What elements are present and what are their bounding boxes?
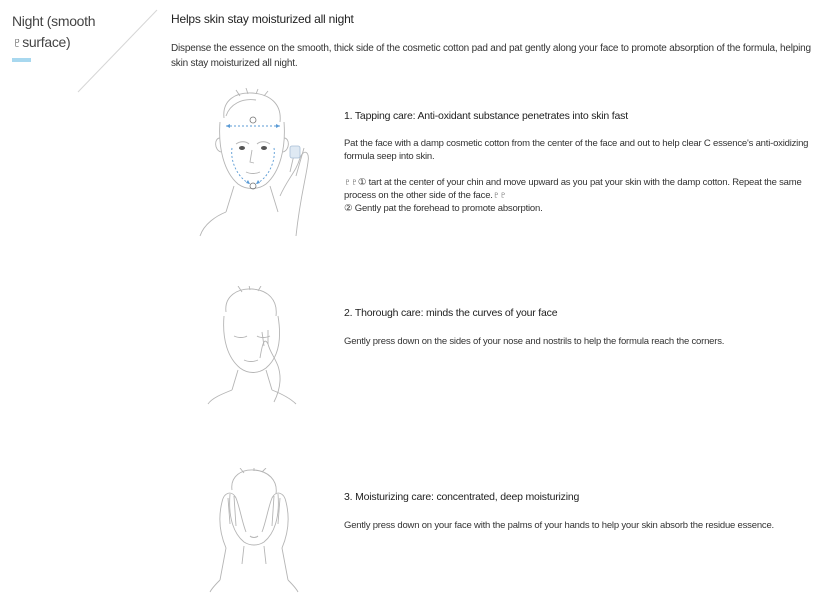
step-1-description xyxy=(344,137,809,215)
step-1-paragraph: ② Gently pat the forehead to promote absorption. xyxy=(344,203,543,214)
section-title-line1: Night (smooth xyxy=(12,13,96,29)
section-title-line2: ♇surface) xyxy=(12,34,71,50)
step-1-paragraph: Pat the face with a damp cosmetic cotton from the center of the face and out to help clear C essence's anti-oxidizing formula seep into skin. xyxy=(344,138,809,162)
face-palm-press-illustration xyxy=(206,468,302,593)
step-1-paragraph: ♇♇① tart at the center of your chin and move upward as you pat your skin with the damp cotton. Repeat the same process on the other side of the face.♇♇ xyxy=(344,177,802,201)
section-heading: Helps skin stay moisturized all night xyxy=(171,12,354,26)
face-nose-press-illustration xyxy=(204,286,304,406)
intro-text: Dispense the essence on the smooth, thick side of the cosmetic cotton pad and pat gently along your face to promote absorption of the formula, helping skin stay moisturized all night. xyxy=(171,43,811,69)
step-3-paragraph: Gently press down on your face with the palms of your hands to help your skin absorb the residue essence. xyxy=(344,520,774,531)
step-2-description xyxy=(344,335,809,348)
face-tapping-illustration xyxy=(196,88,312,238)
step-3-description xyxy=(344,519,809,532)
step-3-title: 3. Moisturizing care: concentrated, deep moisturizing xyxy=(344,491,580,503)
step-2-title: 2. Thorough care: minds the curves of your face xyxy=(344,307,558,319)
step-2-paragraph: Gently press down on the sides of your nose and nostrils to help the formula reach the corners. xyxy=(344,336,725,347)
title-accent-bar xyxy=(12,58,31,62)
diagonal-divider xyxy=(72,6,172,106)
step-1-title: 1. Tapping care: Anti-oxidant substance penetrates into skin fast xyxy=(344,110,628,122)
